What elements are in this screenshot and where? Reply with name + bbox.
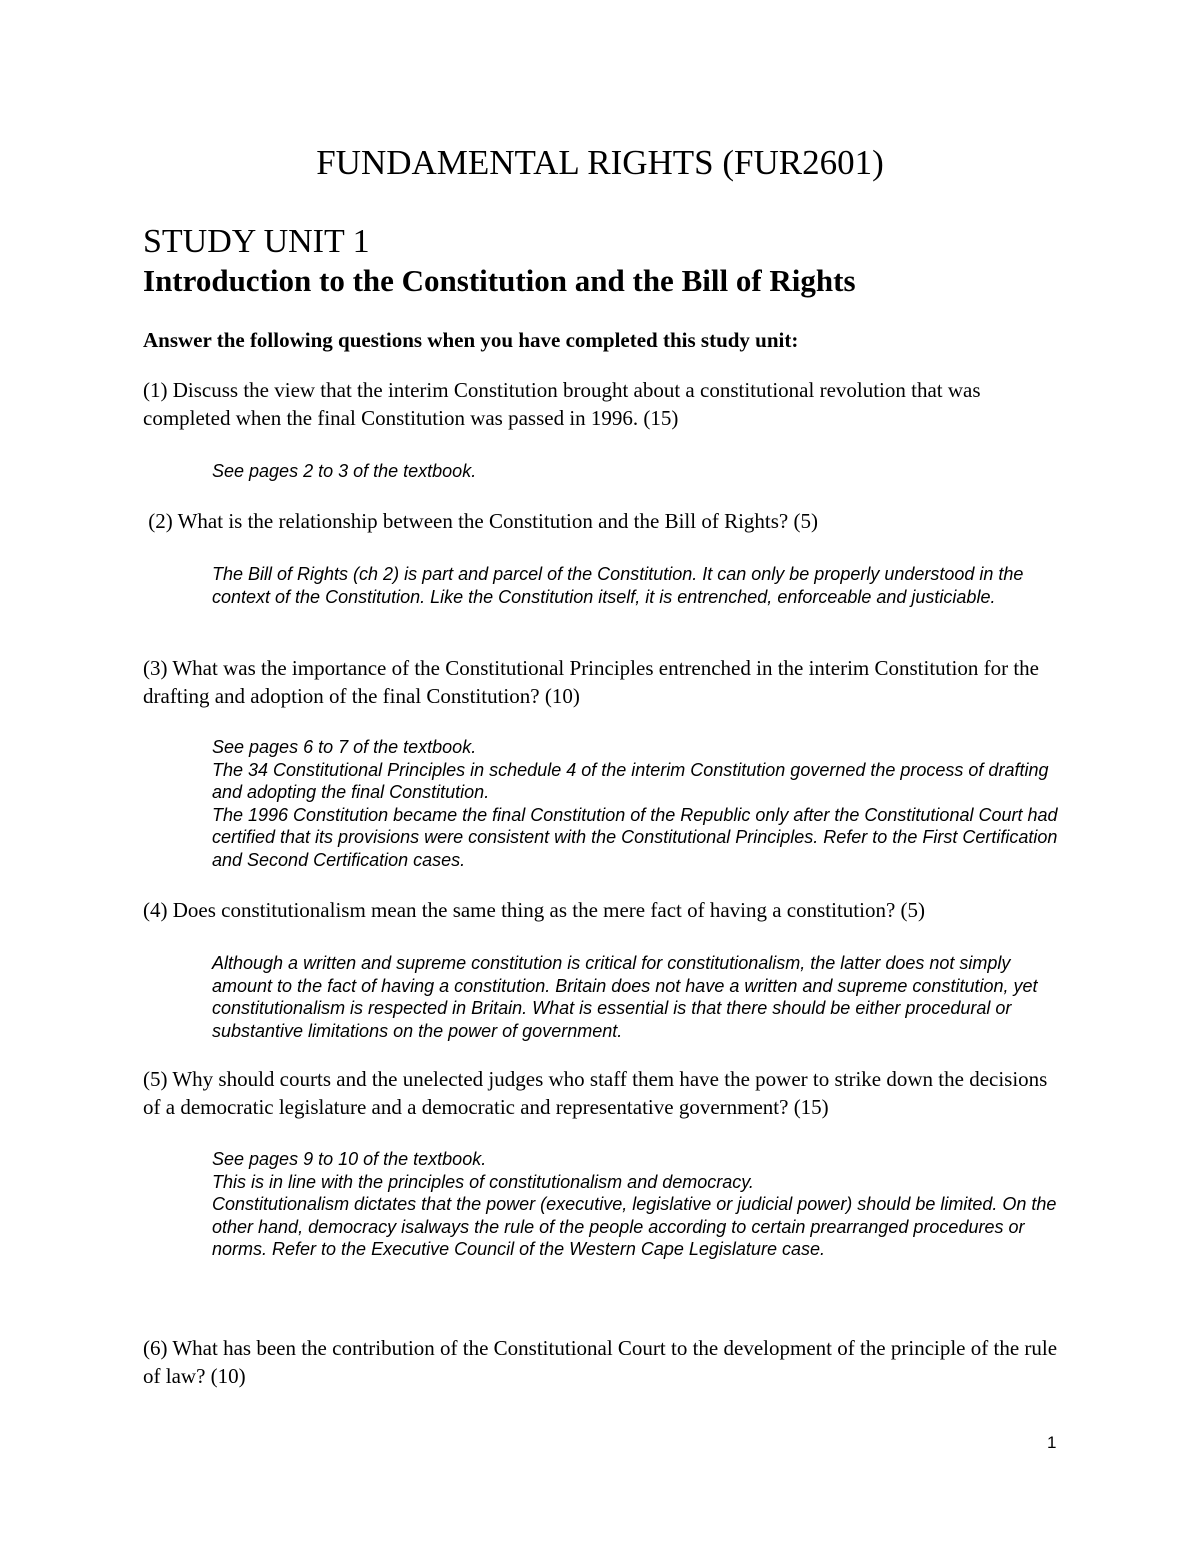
question-2: (2) What is the relationship between the Constitution and the Bill of Rights? (5): [143, 509, 818, 533]
answer-2: [212, 563, 1062, 608]
answer-3-line-3: The 1996 Constitution became the final Constitution of the Republic only after the Constitutional Court had certified that its provisions were consistent with the Constitutional Principles. Refer to the First Certification and Second Certification cases.: [212, 804, 1058, 870]
study-unit-heading: STUDY UNIT 1: [143, 223, 370, 260]
answer-3-line-1: See pages 6 to 7 of the textbook.: [212, 737, 477, 757]
document-title: FUNDAMENTAL RIGHTS (FUR2601): [316, 143, 884, 182]
answer-5: [212, 1148, 1062, 1261]
answer-4: [212, 952, 1062, 1042]
page-number: 1: [1047, 1433, 1057, 1452]
question-5: (5) Why should courts and the unelected judges who staff them have the power to strike down the decisions of a democratic legislature and a democratic and representative government? (15): [143, 1067, 1048, 1119]
study-unit-subtitle: Introduction to the Constitution and the Bill of Rights: [143, 263, 856, 298]
answer-2-line-1: The Bill of Rights (ch 2) is part and parcel of the Constitution. It can only be properly understood in the context of the Constitution. Like the Constitution itself, it is entrenched, enforceable and justiciable.: [212, 564, 1024, 607]
answer-5-line-3: Constitutionalism dictates that the power (executive, legislative or judicial power) should be limited. On the other hand, democracy isalways the rule of the people according to certain prearranged procedures or norms. Refer to the Executive Council of the Western Cape Legislature case.: [212, 1194, 1057, 1259]
answer-5-line-1: See pages 9 to 10 of the textbook.: [212, 1149, 487, 1169]
answer-5-line-2: This is in line with the principles of constitutionalism and democracy.: [212, 1171, 754, 1192]
answer-3: [212, 736, 1062, 871]
answer-4-line-1: Although a written and supreme constitution is critical for constitutionalism, the latter does not simply amount to the fact of having a constitution. Britain does not have a written and supreme constitution, yet constitutionalism is respected in Britain. What is essential is that there should be either procedural or substantive limitations on the power of government.: [212, 953, 1038, 1041]
answer-1-line-1: See pages 2 to 3 of the textbook.: [212, 461, 477, 481]
instruction-text: Answer the following questions when you have completed this study unit:: [143, 328, 799, 352]
question-1: (1) Discuss the view that the interim Constitution brought about a constitutional revolution that was completed when the final Constitution was passed in 1996. (15): [143, 378, 981, 430]
question-4: (4) Does constitutionalism mean the same thing as the mere fact of having a constitution? (5): [143, 898, 926, 922]
question-3: (3) What was the importance of the Constitutional Principles entrenched in the interim Constitution for the drafting and adoption of the final Constitution? (10): [143, 656, 1039, 708]
question-6: (6) What has been the contribution of the Constitutional Court to the development of the principle of the rule of law? (10): [143, 1336, 1058, 1388]
answer-1: [212, 460, 1062, 483]
answer-3-line-2: The 34 Constitutional Principles in schedule 4 of the interim Constitution governed the process of drafting and adopting the final Constitution.: [212, 759, 1049, 802]
